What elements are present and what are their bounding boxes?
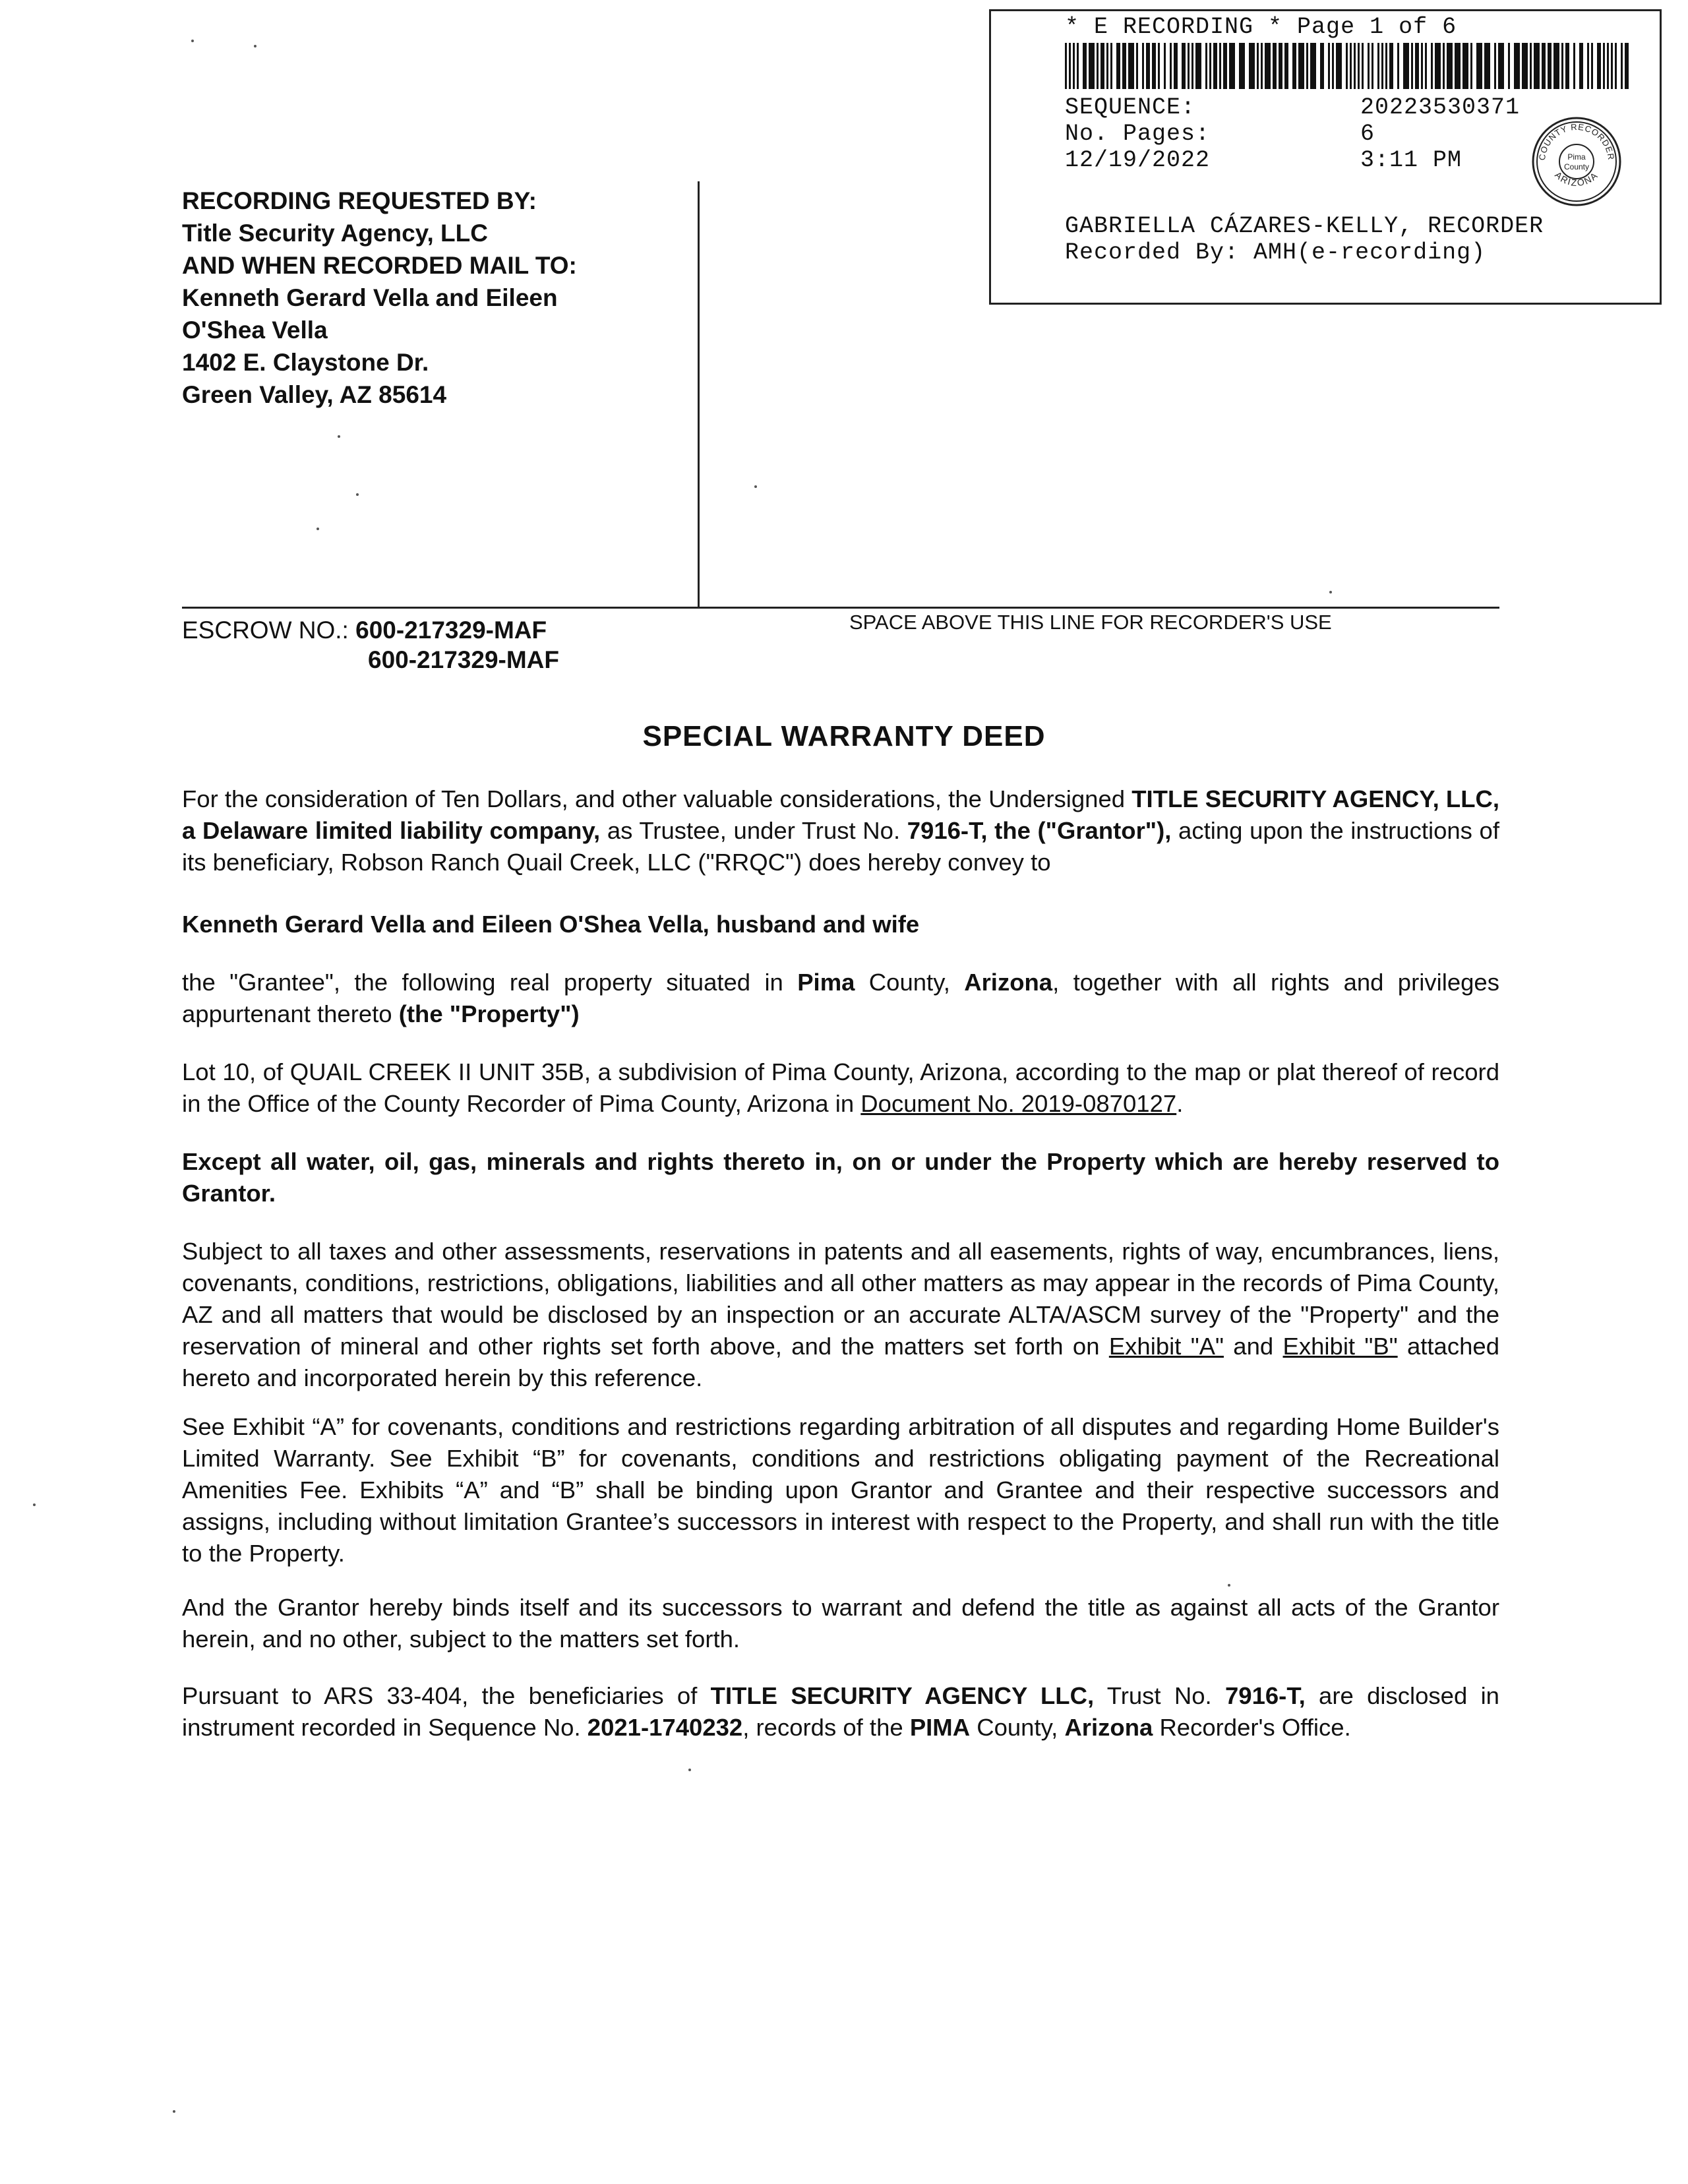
barcode-bar <box>1548 43 1552 89</box>
barcode-bar <box>1223 43 1227 89</box>
barcode-bar <box>1615 43 1617 89</box>
barcode-bar <box>1182 43 1186 89</box>
p5-exhibit-b: Exhibit "B" <box>1282 1333 1398 1360</box>
p8-agency: TITLE SECURITY AGENCY LLC, <box>710 1682 1095 1709</box>
barcode-bar <box>1097 43 1099 89</box>
p8-text-e: are disclosed in instrument recorded in Sequence No. <box>182 1682 1499 1741</box>
barcode-bar <box>1328 43 1330 89</box>
scan-speck <box>338 435 340 438</box>
barcode-bar <box>1573 43 1575 89</box>
barcode-bar <box>1476 43 1482 89</box>
p2-text-e: , together with all rights and privileges appurtenant thereto <box>182 969 1499 1027</box>
barcode-bar <box>1368 43 1370 89</box>
warranty-paragraph: And the Grantor hereby binds itself and its successors to warrant and defend the title as against all acts of the Grantor herein, and no other, subject to the matters set forth. <box>182 1594 1499 1653</box>
barcode-bar <box>1358 43 1360 89</box>
barcode-bar <box>1587 43 1589 89</box>
barcode-bar <box>1415 43 1419 89</box>
p3-document-number: Document No. 2019-0870127 <box>860 1090 1177 1117</box>
county-recorder-seal-icon <box>1530 115 1623 208</box>
p8-text-i: County, <box>970 1714 1065 1741</box>
barcode-bar <box>1336 43 1342 89</box>
property-paragraph <box>182 967 1499 1030</box>
barcode-bar <box>1447 43 1453 89</box>
barcode-bar <box>1191 43 1193 89</box>
p5-text-c: and <box>1223 1333 1283 1360</box>
requested-by-label: RECORDING REQUESTED BY: <box>182 187 537 214</box>
barcode-bar <box>1122 43 1126 89</box>
recording-requested-block <box>182 185 696 411</box>
scan-speck <box>173 2110 175 2113</box>
barcode-bar <box>1174 43 1178 89</box>
p3-text-a: Lot 10, of QUAIL CREEK II UNIT 35B, a subdivision of Pima County, Arizona, according to the map or plat thereof of record in the Office of the County Recorder of Pima County, Arizona in <box>182 1058 1499 1117</box>
barcode-bar <box>1261 43 1263 89</box>
barcode-bar <box>1530 43 1532 89</box>
barcode-bar <box>1310 43 1316 89</box>
seal-bottom-text: ARIZONA <box>1553 169 1600 189</box>
barcode-bar <box>1249 43 1255 89</box>
mineral-exception-paragraph: Except all water, oil, gas, minerals and rights thereto in, on or under the Property which are hereby reserved to Grantor. <box>182 1148 1499 1207</box>
barcode-bar <box>1443 43 1445 89</box>
barcode-bar <box>1565 43 1569 89</box>
barcode-bar <box>1470 43 1472 89</box>
barcode-bar <box>1621 43 1623 89</box>
barcode-bar <box>1385 43 1387 89</box>
barcode-bar <box>1431 43 1433 89</box>
barcode-bar <box>1611 43 1613 89</box>
barcode-bar <box>1320 43 1324 89</box>
p2-county: Pima <box>797 969 855 996</box>
barcode-bar <box>1284 43 1288 89</box>
barcode-bar <box>1116 43 1120 89</box>
mail-to-address-line1: 1402 E. Claystone Dr. <box>182 349 429 376</box>
escrow-number: 600-217329-MAF <box>355 617 547 644</box>
seal-center-line1: Pima <box>1567 152 1586 162</box>
barcode-bar <box>1561 43 1563 89</box>
p2-property-def: (the "Property") <box>398 1000 580 1027</box>
p5-exhibit-a: Exhibit "A" <box>1108 1333 1224 1360</box>
p1-trust-number: 7916-T, the ("Grantor"), <box>907 817 1172 844</box>
barcode-bar <box>1332 43 1334 89</box>
barcode-bar <box>1435 43 1441 89</box>
barcode-bar <box>1205 43 1207 89</box>
barcode-bar <box>1257 43 1259 89</box>
escrow-line <box>182 615 547 646</box>
barcode-bar <box>1625 43 1629 89</box>
pages-label: No. Pages: <box>1065 121 1211 147</box>
p8-sequence-number: 2021-1740232 <box>587 1714 743 1741</box>
scan-speck <box>1228 1584 1230 1587</box>
barcode-bar <box>1498 43 1504 89</box>
barcode-bar <box>1292 43 1296 89</box>
scan-speck <box>254 45 256 47</box>
barcode-bar <box>1142 43 1144 89</box>
barcode-bar <box>1239 43 1245 89</box>
barcode-bar <box>1522 43 1528 89</box>
scan-speck <box>33 1503 36 1506</box>
barcode-bar <box>1534 43 1540 89</box>
barcode-bar <box>1106 43 1108 89</box>
barcode-bar <box>1397 43 1399 89</box>
scan-speck <box>754 485 757 488</box>
barcode-bar <box>1362 43 1364 89</box>
barcode-bar <box>1403 43 1409 89</box>
mail-to-name-line2: O'Shea Vella <box>182 317 328 344</box>
recorded-by: Recorded By: AMH(e-recording) <box>1065 239 1486 266</box>
recorder-name: GABRIELLA CÁZARES-KELLY, RECORDER <box>1065 213 1544 239</box>
barcode-bar <box>1110 43 1112 89</box>
svg-text:ARIZONA <box>1553 169 1600 188</box>
requested-by-name: Title Security Agency, LLC <box>182 220 488 247</box>
document-title: SPECIAL WARRANTY DEED <box>642 720 1046 752</box>
barcode-bar <box>1083 43 1087 89</box>
barcode-bar <box>1265 43 1271 89</box>
barcode-image <box>1065 43 1632 89</box>
barcode-bar <box>1514 43 1520 89</box>
barcode-bar <box>1209 43 1211 89</box>
barcode-bar <box>1411 43 1413 89</box>
barcode-bar <box>1164 43 1166 89</box>
seal-center-line2: County <box>1563 162 1590 171</box>
barcode-bar <box>1065 43 1067 89</box>
pages-value: 6 <box>1360 121 1375 147</box>
barcode-bar <box>1229 43 1235 89</box>
barcode-bar <box>1508 43 1510 89</box>
barcode-bar <box>1069 43 1071 89</box>
barcode-bar <box>1306 43 1308 89</box>
seal-top-text: COUNTY RECORDER <box>1536 121 1617 162</box>
barcode-bar <box>1421 43 1423 89</box>
barcode-bar <box>1381 43 1383 89</box>
barcode-bar <box>1279 43 1282 89</box>
subject-to-paragraph <box>182 1236 1499 1394</box>
barcode-bar <box>1073 43 1075 89</box>
p8-text-a: Pursuant to ARS 33-404, the beneficiaries of <box>182 1682 711 1709</box>
p2-state: Arizona <box>964 969 1053 996</box>
barcode-bar <box>1213 43 1217 89</box>
vertical-divider <box>698 181 700 609</box>
barcode-bar <box>1597 43 1601 89</box>
grantee-names: Kenneth Gerard Vella and Eileen O'Shea Vella, husband and wife <box>182 911 920 938</box>
barcode-bar <box>1273 43 1277 89</box>
recording-date: 12/19/2022 <box>1065 147 1211 173</box>
barcode-bar <box>1542 43 1546 89</box>
barcode-bar <box>1553 43 1559 89</box>
sequence-label: SEQUENCE: <box>1065 94 1196 121</box>
barcode-bar <box>1354 43 1356 89</box>
p8-text-c: Trust No. <box>1094 1682 1225 1709</box>
recorder-stamp-box <box>989 9 1662 305</box>
barcode-bar <box>1425 43 1427 89</box>
escrow-label: ESCROW NO.: <box>182 617 349 644</box>
barcode-bar <box>1591 43 1593 89</box>
barcode-bar <box>1077 43 1079 89</box>
barcode-bar <box>1146 43 1150 89</box>
p2-text-c: County, <box>855 969 965 996</box>
p8-text-g: , records of the <box>742 1714 910 1741</box>
barcode-bar <box>1607 43 1609 89</box>
scan-speck <box>688 1769 691 1771</box>
recorder-use-line <box>182 607 1499 609</box>
legal-description-paragraph <box>182 1056 1499 1120</box>
mail-to-name-line1: Kenneth Gerard Vella and Eileen <box>182 284 558 311</box>
barcode-bar <box>1462 43 1468 89</box>
barcode-bar <box>1298 43 1304 89</box>
beneficiaries-paragraph <box>182 1680 1499 1744</box>
p8-state: Arizona <box>1064 1714 1153 1741</box>
barcode-bar <box>1350 43 1352 89</box>
barcode-bar <box>1389 43 1393 89</box>
p5-text-e: attached hereto and incorporated herein by this reference. <box>182 1333 1500 1391</box>
barcode-bar <box>1152 43 1156 89</box>
p8-trust-number: 7916-T, <box>1224 1682 1306 1709</box>
barcode-bar <box>1484 43 1490 89</box>
stamp-header: * E RECORDING * Page 1 of 6 <box>1065 14 1457 40</box>
scan-speck <box>191 40 194 42</box>
barcode-bar <box>1136 43 1138 89</box>
scan-speck <box>356 493 359 496</box>
barcode-bar <box>1170 43 1172 89</box>
p1-text-c: as Trustee, under Trust No. <box>600 817 907 844</box>
recorders-use-note: SPACE ABOVE THIS LINE FOR RECORDER'S USE <box>849 611 1332 634</box>
barcode-bar <box>1195 43 1201 89</box>
p8-text-k: Recorder's Office. <box>1153 1714 1351 1741</box>
barcode-bar <box>1188 43 1190 89</box>
barcode-bar <box>1494 43 1496 89</box>
barcode-bar <box>1455 43 1461 89</box>
barcode-bar <box>1603 43 1605 89</box>
exhibits-paragraph: See Exhibit “A” for covenants, conditions and restrictions regarding arbitration of all disputes and regarding Home Builder's Limited Warranty. See Exhibit “B” for covenants, conditions and restrictions obligating payment of the Recreational Amenities Fee. Exhibits “A” and “B” shall be binding upon Grantor and Grantee and their respective successors and assigns, including without limitation Grantee’s successors in interest with respect to the Property, and shall run with the title to the Property. <box>182 1413 1499 1567</box>
sequence-value: 20223530371 <box>1360 94 1521 121</box>
barcode-bar <box>1372 43 1373 89</box>
consideration-paragraph <box>182 783 1499 878</box>
barcode-bar <box>1128 43 1134 89</box>
barcode-bar <box>1089 43 1095 89</box>
p8-county: PIMA <box>909 1714 971 1741</box>
barcode-bar <box>1158 43 1160 89</box>
barcode-bar <box>1100 43 1104 89</box>
barcode-bar <box>1579 43 1583 89</box>
escrow-number-repeat: 600-217329-MAF <box>368 646 559 673</box>
p1-grantor-entity: TITLE SECURITY AGENCY, LLC, a Delaware limited liability company, <box>182 785 1499 844</box>
mail-to-address-line2: Green Valley, AZ 85614 <box>182 381 447 408</box>
barcode-bar <box>1346 43 1348 89</box>
recording-time: 3:11 PM <box>1360 147 1462 173</box>
barcode-bar <box>1377 43 1379 89</box>
p1-text-a: For the consideration of Ten Dollars, and other valuable considerations, the Undersigned <box>182 785 1132 812</box>
mail-to-label: AND WHEN RECORDED MAIL TO: <box>182 252 577 279</box>
scan-speck <box>316 528 319 530</box>
p2-text-a: the "Grantee", the following real property situated in <box>182 969 798 996</box>
barcode-bar <box>1219 43 1221 89</box>
scan-speck <box>1329 591 1332 593</box>
p5-text-a: Subject to all taxes and other assessments, reservations in patents and all easements, rights of way, encumbrances, liens, covenants, conditions, restrictions, obligations, liabilities and all other matters as may appear in the records of Pima County, AZ and all matters that would be disclosed by an inspection or an accurate ALTA/ASCM survey of the "Property" and the reservation of mineral and other rights set forth above, and the matters set forth on <box>182 1238 1499 1360</box>
p3-text-c: . <box>1176 1090 1184 1117</box>
p1-text-e: acting upon the instructions of its beneficiary, Robson Ranch Quail Creek, LLC ("RRQC") does hereby convey to <box>182 817 1499 876</box>
